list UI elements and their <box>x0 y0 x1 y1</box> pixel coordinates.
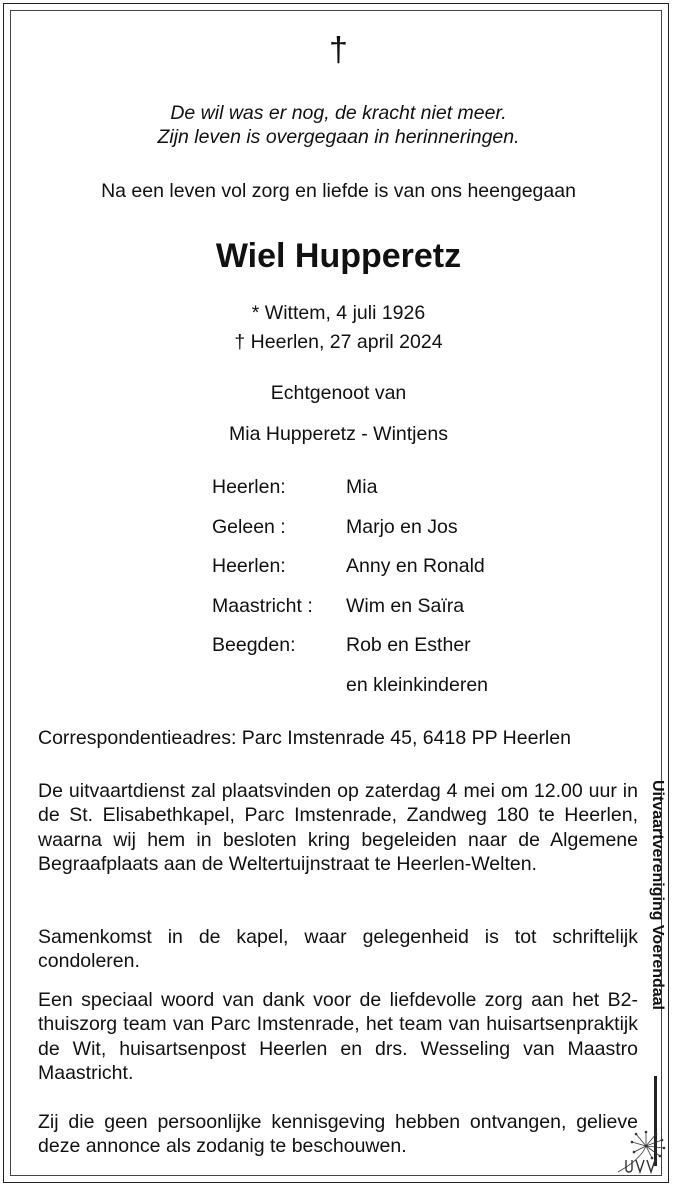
spouse-label: Echtgenoot van <box>270 382 407 404</box>
deceased-name: Wiel Hupperetz <box>215 237 462 275</box>
family-place: Heerlen: <box>212 476 286 498</box>
funeral-home-name: Uitvaartvereniging Voerendaal <box>649 780 666 1010</box>
family-names: Marjo en Jos <box>346 515 458 538</box>
death-line: † Heerlen, 27 april 2024 <box>234 331 443 353</box>
family-row <box>212 513 572 553</box>
family-row <box>212 473 572 513</box>
poem-line-2: Zijn leven is overgegaan in herinneringen. <box>157 126 520 148</box>
funeral-home-sidebar <box>643 780 669 1070</box>
spouse-name: Mia Hupperetz - Wintjens <box>229 423 448 445</box>
gathering-paragraph: Samenkomst in de kapel, waar gelegenheid is tot schriftelijk condoleren. <box>38 926 638 973</box>
family-names: Mia <box>346 476 378 498</box>
family-names: Wim en Saïra <box>346 594 465 617</box>
family-row <box>212 671 572 711</box>
family-names: Rob en Esther <box>346 634 471 656</box>
birth-line: * Wittem, 4 juli 1926 <box>251 302 426 324</box>
family-names: Anny en Ronald <box>346 555 485 577</box>
family-row <box>212 631 572 671</box>
intro-text: Na een leven vol zorg en liefde is van ons heengegaan <box>101 180 576 202</box>
family-row <box>212 592 572 632</box>
family-place: Heerlen: <box>212 555 286 577</box>
life-dates <box>0 299 677 357</box>
correspondence-address: Correspondentieadres: Parc Imstenrade 45, 6418 PP Heerlen <box>38 727 571 749</box>
family-place: Maastricht : <box>212 594 313 617</box>
family-row <box>212 552 572 592</box>
dandelion-icon <box>612 1128 670 1176</box>
family-list <box>212 473 572 710</box>
poem <box>0 101 677 149</box>
poem-line-1: De wil was er nog, de kracht niet meer. <box>170 102 507 124</box>
cross-symbol: † <box>329 31 348 69</box>
family-place: Beegden: <box>212 634 296 656</box>
thanks-paragraph: Een speciaal woord van dank voor de liefdevolle zorg aan het B2-thuiszorg team van Parc Imstenrade, het team van huisartsenpraktijk de Wit, huisartsenpost Heerlen en drs. Wesseling van Maastro Maastricht. <box>38 989 638 1085</box>
family-names: en kleinkinderen <box>346 673 489 696</box>
service-paragraph: De uitvaartdienst zal plaatsvinden op zaterdag 4 mei om 12.00 uur in de St. Elisabethkapel, Parc Imstenrade, Zandweg 180 te Heerlen, waarna wij hem in besloten kring begeleiden naar de Algemene Begraafplaats aan de Weltertuijnstraat te Heerlen-Welten. <box>38 780 638 876</box>
family-place: Geleen : <box>212 515 286 538</box>
notice-paragraph: Zij die geen persoonlijke kennisgeving hebben ontvangen, gelieve deze annonce als zodanig te beschouwen. <box>38 1111 638 1158</box>
